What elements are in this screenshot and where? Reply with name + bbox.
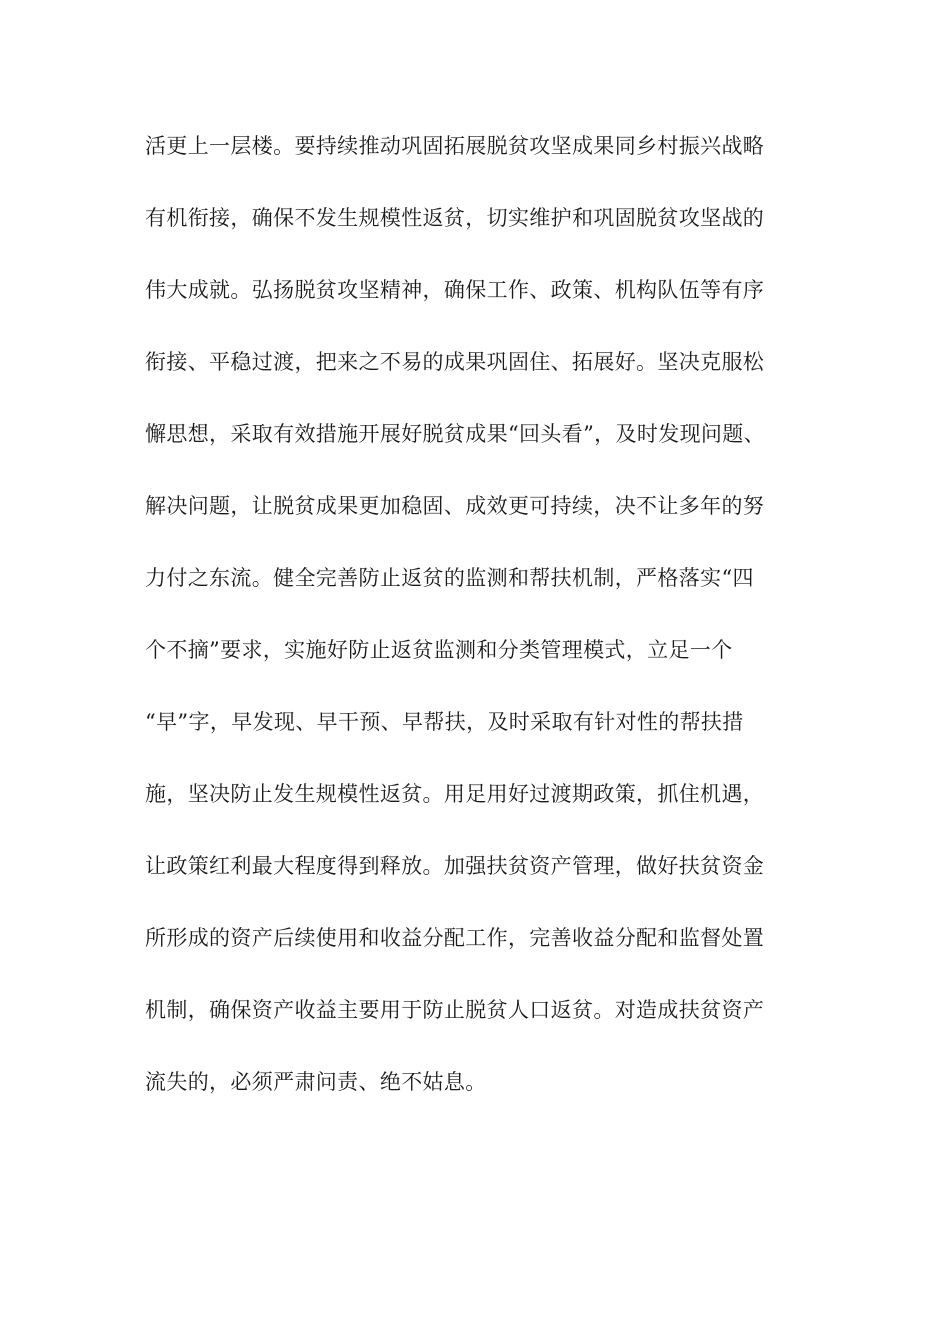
text-line: 有机衔接，确保不发生规模性返贫，切实维护和巩固脱贫攻坚战的 bbox=[145, 206, 765, 230]
body-paragraph bbox=[145, 128, 825, 1136]
text-line: 衔接、平稳过渡，把来之不易的成果巩固住、拓展好。坚决克服松 bbox=[145, 350, 765, 374]
text-line: 施，坚决防止发生规模性返贫。用足用好过渡期政策，抓住机遇， bbox=[145, 782, 765, 806]
text-line: 力付之东流。健全完善防止返贫的监测和帮扶机制，严格落实“四 bbox=[145, 566, 754, 590]
text-line: 伟大成就。弘扬脱贫攻坚精神，确保工作、政策、机构队伍等有序 bbox=[145, 278, 765, 302]
text-line: 个不摘”要求，实施好防止返贫监测和分类管理模式，立足一个 bbox=[145, 638, 733, 662]
text-line: 懈思想，采取有效措施开展好脱贫成果“回头看”，及时发现问题、 bbox=[145, 422, 765, 446]
text-line: “早”字，早发现、早干预、早帮扶，及时采取有针对性的帮扶措 bbox=[145, 710, 744, 734]
text-line: 解决问题，让脱贫成果更加稳固、成效更可持续，决不让多年的努 bbox=[145, 494, 765, 518]
text-line: 机制，确保资产收益主要用于防止脱贫人口返贫。对造成扶贫资产 bbox=[145, 998, 765, 1022]
text-line: 活更上一层楼。要持续推动巩固拓展脱贫攻坚成果同乡村振兴战略 bbox=[145, 134, 765, 158]
text-line: 所形成的资产后续使用和收益分配工作，完善收益分配和监督处置 bbox=[145, 926, 765, 950]
text-line: 流失的，必须严肃问责、绝不姑息。 bbox=[145, 1070, 487, 1094]
text-line: 让政策红利最大程度得到释放。加强扶贫资产管理，做好扶贫资金 bbox=[145, 854, 765, 878]
